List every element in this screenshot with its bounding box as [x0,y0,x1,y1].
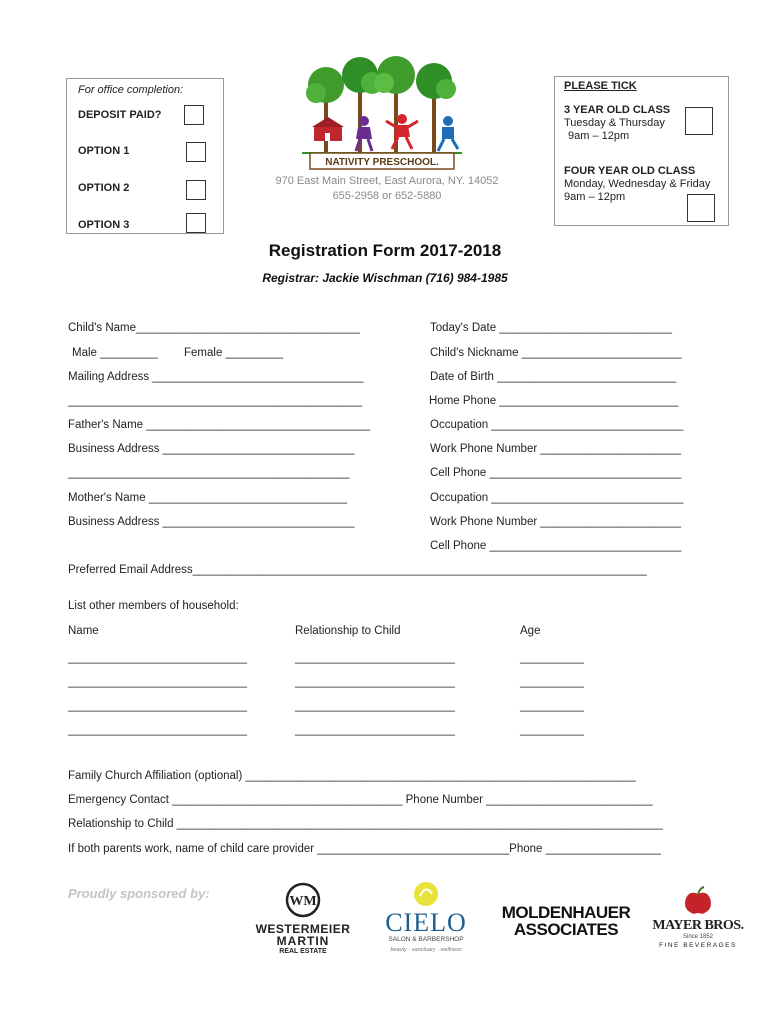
household-name-line[interactable]: ____________________________ [68,700,248,712]
household-name-line[interactable]: ____________________________ [68,724,248,736]
child-nickname-field[interactable]: Child's Nickname _________________________ [430,347,682,359]
household-age-line[interactable]: __________ [520,724,584,736]
emergency-contact-field[interactable]: Emergency Contact ____________________________________ Phone Number __________________________ [68,794,653,806]
sponsor-mayer-bros [650,886,746,950]
household-relationship-line[interactable]: _________________________ [295,676,455,688]
svg-text:WM: WM [289,894,317,909]
option-2-label: OPTION 2 [78,182,130,194]
father-cell-phone-field[interactable]: Cell Phone ______________________________ [430,467,682,479]
mother-name-field[interactable]: Mother's Name _______________________________ [68,492,348,504]
father-business-address-continued[interactable]: ____________________________________________ [68,467,350,479]
cielo-tagline: beauty · sanctuary · wellness [390,947,462,953]
option-3-checkbox[interactable] [186,213,206,233]
mayer-fine-beverages: FINE BEVERAGES [659,942,737,949]
female-field[interactable]: Female _________ [184,347,284,359]
household-age-line[interactable]: __________ [520,700,584,712]
logo-school-name: NATIVITY PRESCHOOL. [325,157,439,168]
cielo-swirl-icon [380,878,472,908]
mother-cell-phone-field[interactable]: Cell Phone ______________________________ [430,540,682,552]
household-name-line[interactable]: ____________________________ [68,676,248,688]
apple-icon [650,886,746,916]
father-name-field[interactable]: Father's Name ___________________________________ [68,419,371,431]
deposit-paid-label: DEPOSIT PAID? [78,109,162,121]
tree-icon [374,56,415,153]
class-3-time: 9am – 12pm [568,130,630,142]
school-phone: 655-2958 or 652-5880 [332,190,442,202]
father-business-address-field[interactable]: Business Address ______________________________ [68,443,355,455]
mother-work-phone-field[interactable]: Work Phone Number ______________________ [430,516,682,528]
class-4-time: 9am – 12pm [564,191,626,203]
household-relationship-line[interactable]: _________________________ [295,700,455,712]
father-occupation-field[interactable]: Occupation ______________________________ [430,419,684,431]
household-age-line[interactable]: __________ [520,676,584,688]
class-4-checkbox[interactable] [687,194,715,222]
option-1-label: OPTION 1 [78,145,130,157]
household-age-line[interactable]: __________ [520,652,584,664]
church-affiliation-field[interactable]: Family Church Affiliation (optional) _____________________________________________________________ [68,770,636,782]
moldenhauer-name: MOLDENHAUER [501,903,631,922]
male-field[interactable]: Male _________ [72,347,158,359]
sponsor-westermeier-martin [250,880,356,956]
class-3-title: 3 YEAR OLD CLASS [564,104,671,116]
class-4-title: FOUR YEAR OLD CLASS [564,165,696,177]
household-col-name: Name [68,625,99,637]
sponsor-cielo [380,878,472,958]
class-4-days: Monday, Wednesday & Friday [564,178,711,190]
child-name-field[interactable]: Child's Name___________________________________ [68,322,360,334]
tree-icon [416,63,456,153]
father-work-phone-field[interactable]: Work Phone Number ______________________ [430,443,682,455]
household-relationship-line[interactable]: _________________________ [295,652,455,664]
household-name-line[interactable]: ____________________________ [68,652,248,664]
form-title: Registration Form 2017-2018 [268,241,502,260]
westermeier-logo-icon [250,880,356,920]
mayer-since: Since 1852 [682,934,714,940]
todays-date-field[interactable]: Today's Date ___________________________ [430,322,672,334]
mailing-address-continued[interactable]: ______________________________________________ [68,395,363,407]
date-of-birth-field[interactable]: Date of Birth ____________________________ [430,371,677,383]
preferred-email-field[interactable]: Preferred Email Address_______________________________________________________________________ [68,564,647,576]
school-address: 970 East Main Street, East Aurora, NY. 14052 [275,175,499,187]
please-tick-heading: PLEASE TICK [564,80,637,92]
mother-business-address-field[interactable]: Business Address ______________________________ [68,516,355,528]
mayer-bros-name: MAYER BROS. [652,918,744,933]
option-1-checkbox[interactable] [186,142,206,162]
option-2-checkbox[interactable] [186,180,206,200]
option-3-label: OPTION 3 [78,219,130,231]
class-3-checkbox[interactable] [685,107,713,135]
cielo-name: CIELO [385,908,467,937]
child-care-provider-field[interactable]: If both parents work, name of child care provider ______________________________Phone __________________ [68,843,661,855]
westermeier-name: WESTERMEIER [255,922,351,936]
cielo-subtitle: SALON & BARBERSHOP [388,936,464,943]
child-figure-icon [386,114,418,149]
household-col-relationship: Relationship to Child [295,625,401,637]
child-figure-icon [438,116,458,151]
associates-name: ASSOCIATES [513,920,619,939]
sponsors-label: Proudly sponsored by: [68,886,210,901]
household-relationship-line[interactable]: _________________________ [295,724,455,736]
real-estate-label: REAL ESTATE [279,948,327,955]
mother-occupation-field[interactable]: Occupation ______________________________ [430,492,684,504]
household-heading: List other members of household: [68,600,239,612]
nativity-preschool-logo [302,55,462,175]
home-phone-field[interactable]: Home Phone ____________________________ [429,395,679,407]
school-building-icon [312,117,344,141]
household-col-age: Age [520,625,541,637]
class-3-days: Tuesday & Thursday [564,117,665,129]
office-heading: For office completion: [78,84,184,96]
martin-name: MARTIN [276,934,330,948]
mailing-address-field[interactable]: Mailing Address _________________________________ [68,371,364,383]
emergency-relationship-field[interactable]: Relationship to Child ____________________________________________________________________________ [68,818,663,830]
registrar-line: Registrar: Jackie Wischman (716) 984-1985 [262,271,508,285]
deposit-paid-checkbox[interactable] [184,105,204,125]
sponsor-moldenhauer [496,904,636,938]
